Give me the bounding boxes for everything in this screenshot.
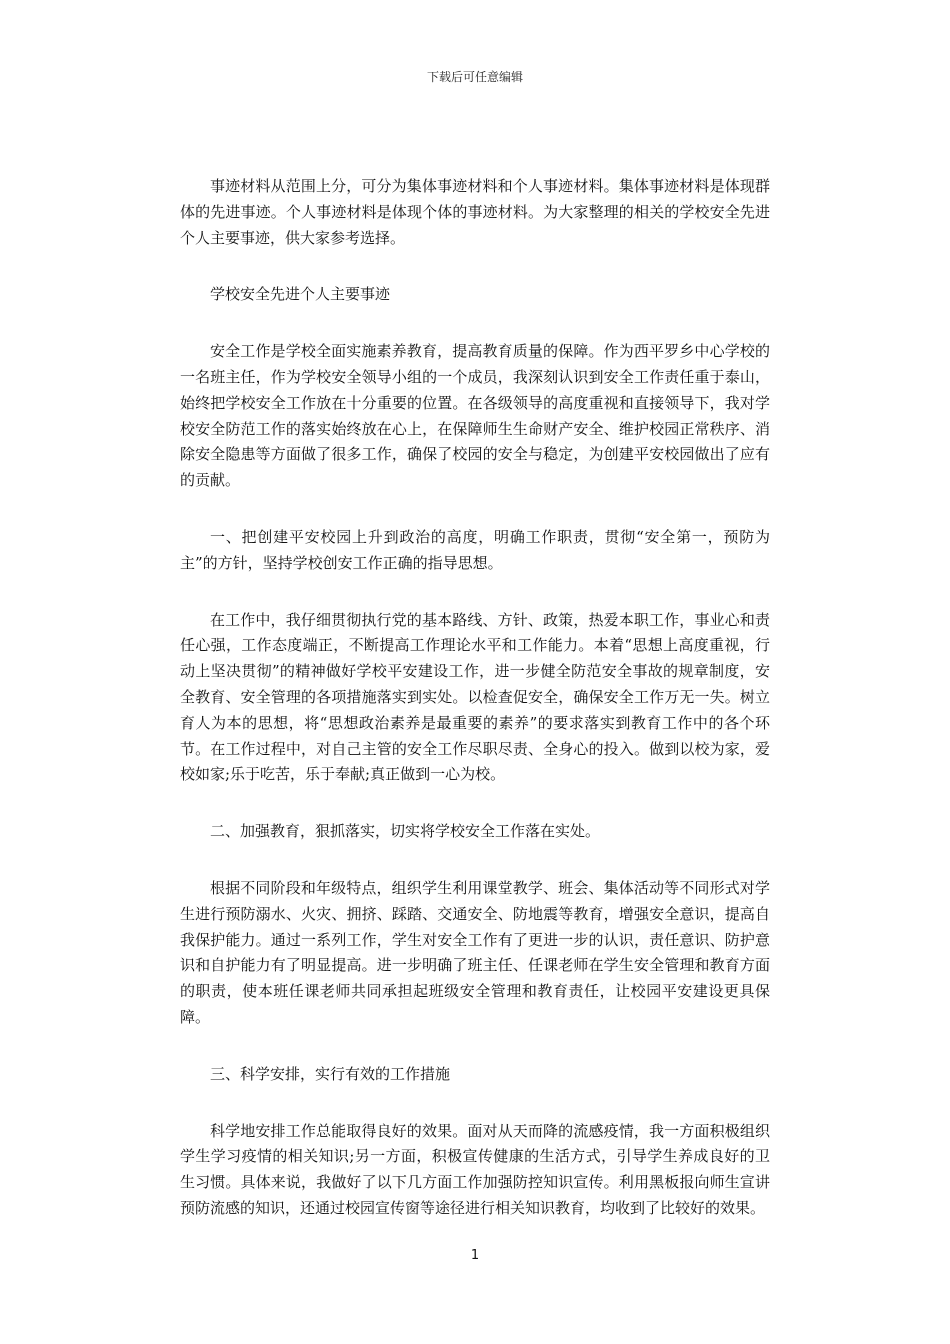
- page-number: 1: [470, 1248, 480, 1263]
- document-body: [180, 174, 770, 1253]
- section-one-paragraph: 在工作中，我仔细贯彻执行党的基本路线、方针、政策，热爱本职工作，事业心和责任心强，工作态度端正，不断提高工作理论水平和工作能力。本着“思想上高度重视，行动上坚决贯彻”的精神做好学校平安建设工作，进一步健全防范安全事故的规章制度，安全教育、安全管理的各项措施落实到实处。以检查促安全，确保安全工作万无一失。树立育人为本的思想，将“思想政治素养是最重要的素养”的要求落实到教育工作中的各个环节。在工作过程中，对自己主管的安全工作尽职尽责、全身心的投入。做到以校为家，爱校如家;乐于吃苦，乐于奉献;真正做到一心为校。: [180, 610, 770, 784]
- document-title: 学校安全先进个人主要事迹: [210, 285, 391, 304]
- summary-paragraph: 安全工作是学校全面实施素养教育，提高教育质量的保障。作为西平罗乡中心学校的一名班主任，作为学校安全领导小组的一个成员，我深刻认识到安全工作责任重于泰山，始终把学校安全工作放在十分重要的位置。在各级领导的高度重视和直接领导下，我对学校安全防范工作的落实始终放在心上，在保障师生生命财产安全、维护校园正常秩序、消除安全隐患等方面做了很多工作，确保了校园的安全与稳定，为创建平安校园做出了应有的贡献。: [180, 342, 770, 490]
- section-three-paragraph: 科学地安排工作总能取得良好的效果。面对从天而降的流感疫情，我一方面积极组织学生学习疫情的相关知识;另一方面，积极宣传健康的生活方式，引导学生养成良好的卫生习惯。具体来说，我做好了以下几方面工作加强防控知识宣传。利用黑板报向师生宣讲预防流感的知识，还通过校园宣传窗等途径进行相关知识教育，均收到了比较好的效果。: [180, 1121, 770, 1217]
- intro-paragraph: 事迹材料从范围上分，可分为集体事迹材料和个人事迹材料。集体事迹材料是体现群体的先进事迹。个人事迹材料是体现个体的事迹材料。为大家整理的相关的学校安全先进个人主要事迹，供大家参考选择。: [180, 177, 770, 247]
- section-one-heading: 一、把创建平安校园上升到政治的高度，明确工作职责，贯彻“安全第一，预防为主”的方针，坚持学校创安工作正确的指导思想。: [180, 527, 770, 572]
- section-three-heading: 三、科学安排，实行有效的工作措施: [210, 1064, 451, 1083]
- section-two-paragraph: 根据不同阶段和年级特点，组织学生利用课堂教学、班会、集体活动等不同形式对学生进行预防溺水、火灾、拥挤、踩踏、交通安全、防地震等教育，增强安全意识，提高自我保护能力。通过一系列工作，学生对安全工作有了更进一步的认识，责任意识、防护意识和自护能力有了明显提高。进一步明确了班主任、任课老师在学生安全管理和教育方面的职责，使本班任课老师共同承担起班级安全管理和教育责任，让校园平安建设更具保障。: [180, 878, 770, 1026]
- page-header: 下载后可任意编辑: [426, 70, 523, 84]
- section-two-heading: 二、加强教育，狠抓落实，切实将学校安全工作落在实处。: [210, 822, 601, 841]
